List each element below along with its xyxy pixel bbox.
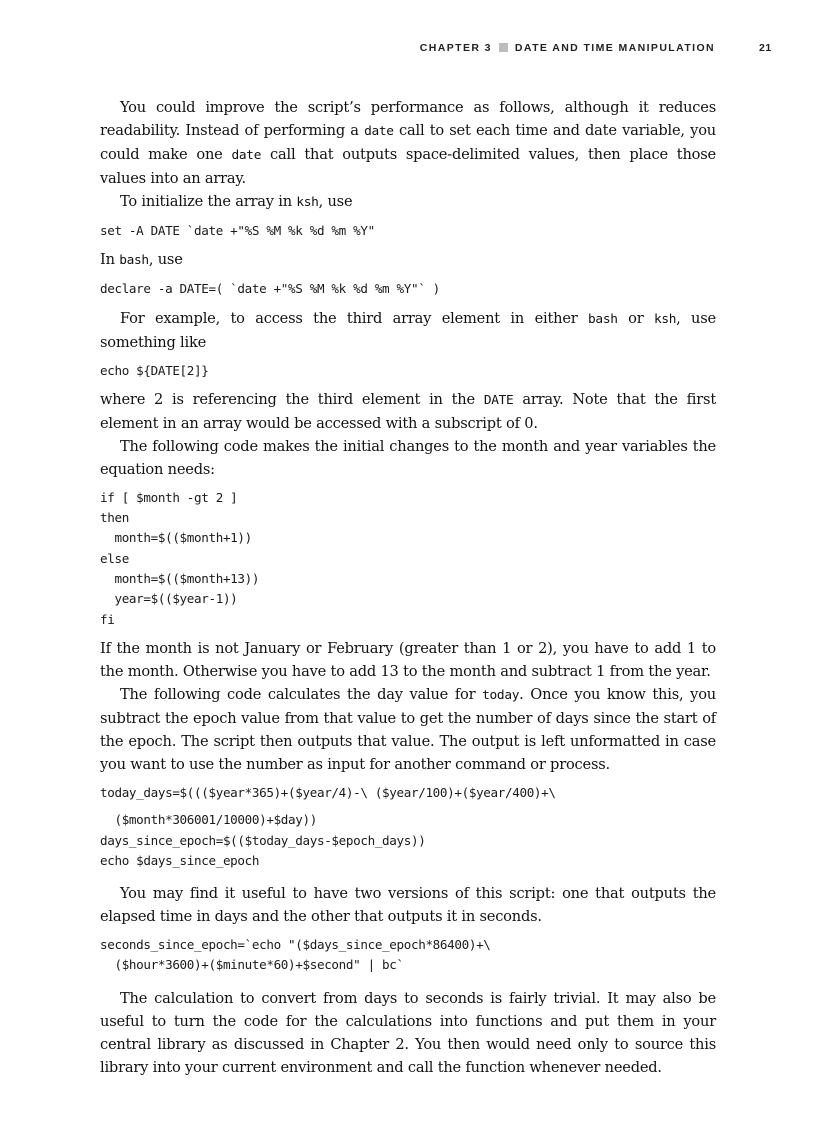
paragraph: The following code makes the initial changes to the month and year variables the equation needs: (100, 437, 716, 478)
text-run: , use (148, 251, 183, 269)
text-run: , use (318, 193, 353, 210)
separator-square-icon (499, 43, 508, 52)
code-block: seconds_since_epoch=`echo "($days_since_epoch*86400)+\ ($hour*3600)+($minute*60)+$second" | bc` (100, 937, 491, 973)
paragraph (100, 190, 716, 214)
page-number: 21 (759, 42, 772, 54)
code-block: ($month*306001/10000)+$day)) days_since_epoch=$(($today_days-$epoch_days)) echo $days_since_epoch (100, 812, 426, 868)
page-body (100, 96, 716, 1079)
text-run: To initialize the array in (120, 193, 297, 210)
chapter-label: CHAPTER 3 (419, 42, 492, 54)
paragraph: The calculation to convert from days to seconds is fairly trivial. It may also be useful to turn the code for the calculations into functions and put them in your central library as discussed in Chapter 2. You then would need only to source this library into your current environment and call the function whenever needed. (100, 989, 716, 1076)
paragraph (100, 307, 716, 354)
text-run: call to set each time and date variable, you could make one (100, 122, 716, 163)
text-run: You could improve the script’s performance as follows, although it reduces readability. Instead of performing a (100, 99, 716, 139)
text-run: or (617, 309, 654, 327)
code-block: if [ $month -gt 2 ] then month=$(($month+1)) else month=$(($month+13)) year=$(($year-1)) fi (100, 489, 260, 627)
paragraph: If the month is not January or February (greater than 1 or 2), you have to add 1 to the month. Otherwise you have to add 13 to the month and subtract 1 from the year. (100, 639, 716, 680)
paragraph (100, 248, 716, 272)
inline-code: date (364, 124, 394, 139)
chapter-title: DATE AND TIME MANIPULATION (514, 42, 715, 54)
text-run: In (100, 251, 120, 269)
text-run: For example, to access the third array element in either (120, 309, 589, 327)
inline-code: ksh (296, 195, 319, 210)
inline-code: ksh (653, 311, 677, 327)
text-run: . Once you know this, you subtract the epoch value from that value to get the number of days since the start of the epoch. The script then outputs that value. The output is left unformatted in case you want to use the number as input for another command or process. (100, 685, 716, 773)
inline-code: date (231, 148, 262, 163)
paragraph (100, 96, 716, 190)
chapter-heading (420, 42, 715, 54)
code-block: declare -a DATE=( `date +"%S %M %k %d %m %Y"` ) (100, 281, 440, 297)
code-block: today_days=$((($year*365)+($year/4)-\ ($year/100)+($year/400)+\ (100, 784, 556, 800)
text-run: array. Note that the first element in an array would be accessed with a subscript of 0. (100, 390, 717, 432)
text-run: , use something like (100, 309, 716, 351)
inline-code: DATE (483, 392, 514, 408)
paragraph: You may find it useful to have two versions of this script: one that outputs the elapsed time in days and the other that outputs it in seconds. (100, 885, 716, 926)
inline-code: bash (119, 253, 149, 269)
text-run: where 2 is referencing the third element in the (100, 390, 484, 408)
inline-code: today (482, 687, 520, 703)
code-block: echo ${DATE[2]} (100, 362, 209, 378)
inline-code: bash (588, 311, 618, 327)
paragraph (100, 683, 716, 776)
paragraph (100, 388, 716, 435)
running-header (0, 42, 816, 58)
code-block: set -A DATE `date +"%S %M %k %d %m %Y" (100, 223, 375, 238)
text-run: The following code calculates the day value for (120, 685, 483, 703)
text-run: call that outputs space-delimited values, then place those values into an array. (100, 146, 716, 187)
